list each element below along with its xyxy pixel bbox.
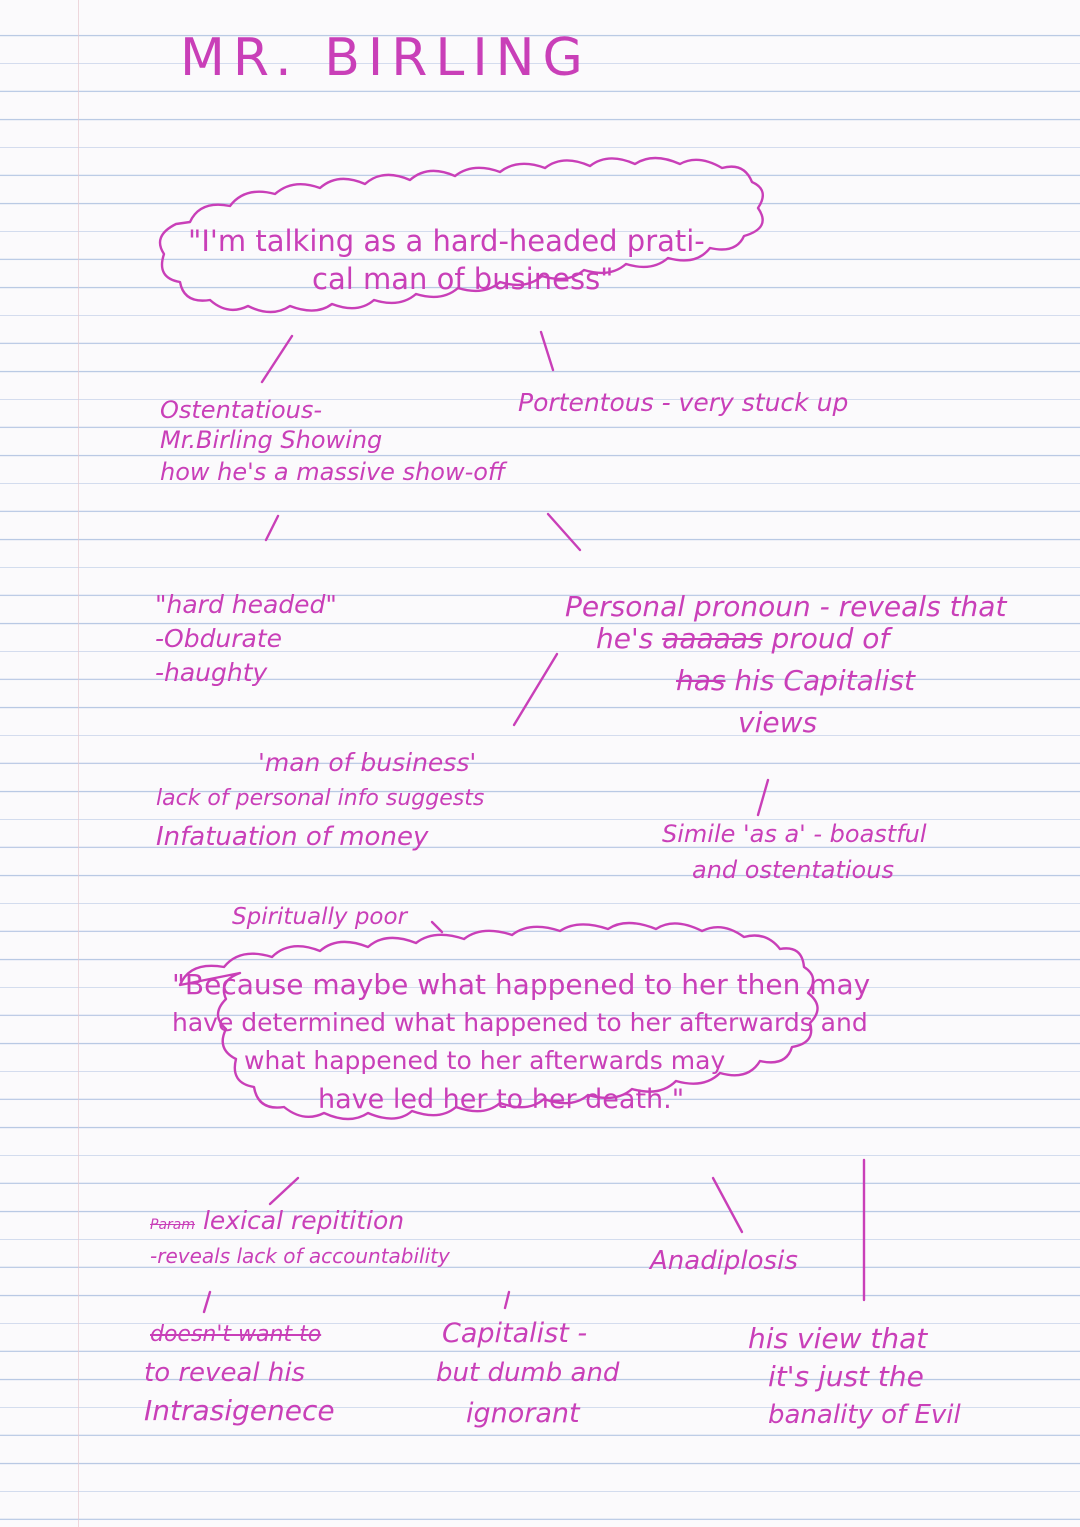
hard-headed-line-3: -haughty	[155, 658, 268, 687]
anadiplosis-note: Anadiplosis	[650, 1246, 798, 1276]
capitalist-line-1: Capitalist -	[442, 1318, 588, 1349]
connector-ostentatious-to-hardheaded	[266, 516, 278, 540]
lexical-struck-word: Param	[150, 1217, 195, 1233]
pronoun-struck-word: aaaaas	[662, 622, 763, 655]
his-view-line-3: banality of Evil	[768, 1400, 961, 1430]
connector-lexical-to-doesnt	[204, 1292, 210, 1312]
ostentatious-line-2: Mr.Birling Showing	[160, 426, 383, 454]
pronoun-line-2-start: he's	[596, 622, 654, 655]
connector-cloud1-to-ostentatious	[262, 336, 292, 382]
pronoun-line-1: Personal pronoun - reveals that	[565, 590, 1007, 623]
connector-portentous-to-pronoun	[548, 514, 580, 550]
connector-pronoun-to-business	[514, 654, 557, 725]
pronoun-line-4: views	[738, 706, 818, 739]
his-view-line-1: his view that	[748, 1322, 928, 1355]
his-view-line-2: it's just the	[768, 1360, 924, 1393]
quote-2-line-1: "Because maybe what happened to her then may	[172, 968, 871, 1001]
capitalist-line-2: but dumb and	[436, 1358, 620, 1388]
ostentatious-line-3: how he's a massive show-off	[160, 458, 506, 486]
quote-2-line-4: have led her to her death."	[318, 1084, 685, 1115]
business-line-2: lack of personal info suggests	[156, 786, 485, 811]
hard-headed-line-2: -Obdurate	[155, 624, 283, 653]
lexical-line-1-text: lexical repitition	[202, 1206, 405, 1235]
connector-cloud2-to-anadiplosis	[713, 1178, 742, 1232]
simile-line-1: Simile 'as a' - boastful	[662, 820, 927, 848]
simile-line-2: and ostentatious	[692, 856, 894, 884]
pronoun-line-3-end: his Capitalist	[734, 664, 915, 697]
page-title: MR. BIRLING	[180, 28, 591, 88]
portentous-note: Portentous - very stuck up	[518, 388, 849, 417]
hard-headed-line-1: "hard headed"	[155, 590, 337, 619]
connector-lexical-to-capitalist	[505, 1292, 509, 1308]
connector-cloud2-to-lexical	[270, 1178, 298, 1204]
quote-1-line-2: cal man of business"	[312, 262, 614, 296]
doesnt-want-struck: doesn't want to	[150, 1322, 322, 1347]
pronoun-line-2	[596, 622, 889, 655]
ostentatious-line-1: Ostentatious-	[160, 396, 323, 424]
connector-spiritual-to-cloud2	[432, 922, 442, 932]
doesnt-want-line-2: to reveal his	[144, 1358, 306, 1388]
pronoun-struck-word-2: has	[676, 664, 726, 697]
business-line-3: Infatuation of money	[156, 822, 429, 852]
doesnt-want-line-3: Intrasigenece	[144, 1394, 335, 1427]
business-line-1: 'man of business'	[258, 748, 477, 777]
pronoun-line-2-end: proud of	[771, 622, 890, 655]
connector-pronoun-to-simile	[758, 780, 768, 815]
lexical-line-2: -reveals lack of accountability	[150, 1244, 450, 1268]
pronoun-line-3	[676, 664, 915, 697]
quote-2-line-2: have determined what happened to her afterwards and	[172, 1008, 868, 1037]
lexical-line-1	[150, 1206, 404, 1235]
quote-2-line-3: what happened to her afterwards may	[244, 1046, 726, 1075]
capitalist-line-3: ignorant	[466, 1398, 580, 1429]
connector-cloud1-to-portentous	[541, 332, 553, 370]
quote-1-line-1: "I'm talking as a hard-headed prati-	[188, 224, 705, 258]
spiritually-poor-note: Spiritually poor	[232, 904, 408, 930]
